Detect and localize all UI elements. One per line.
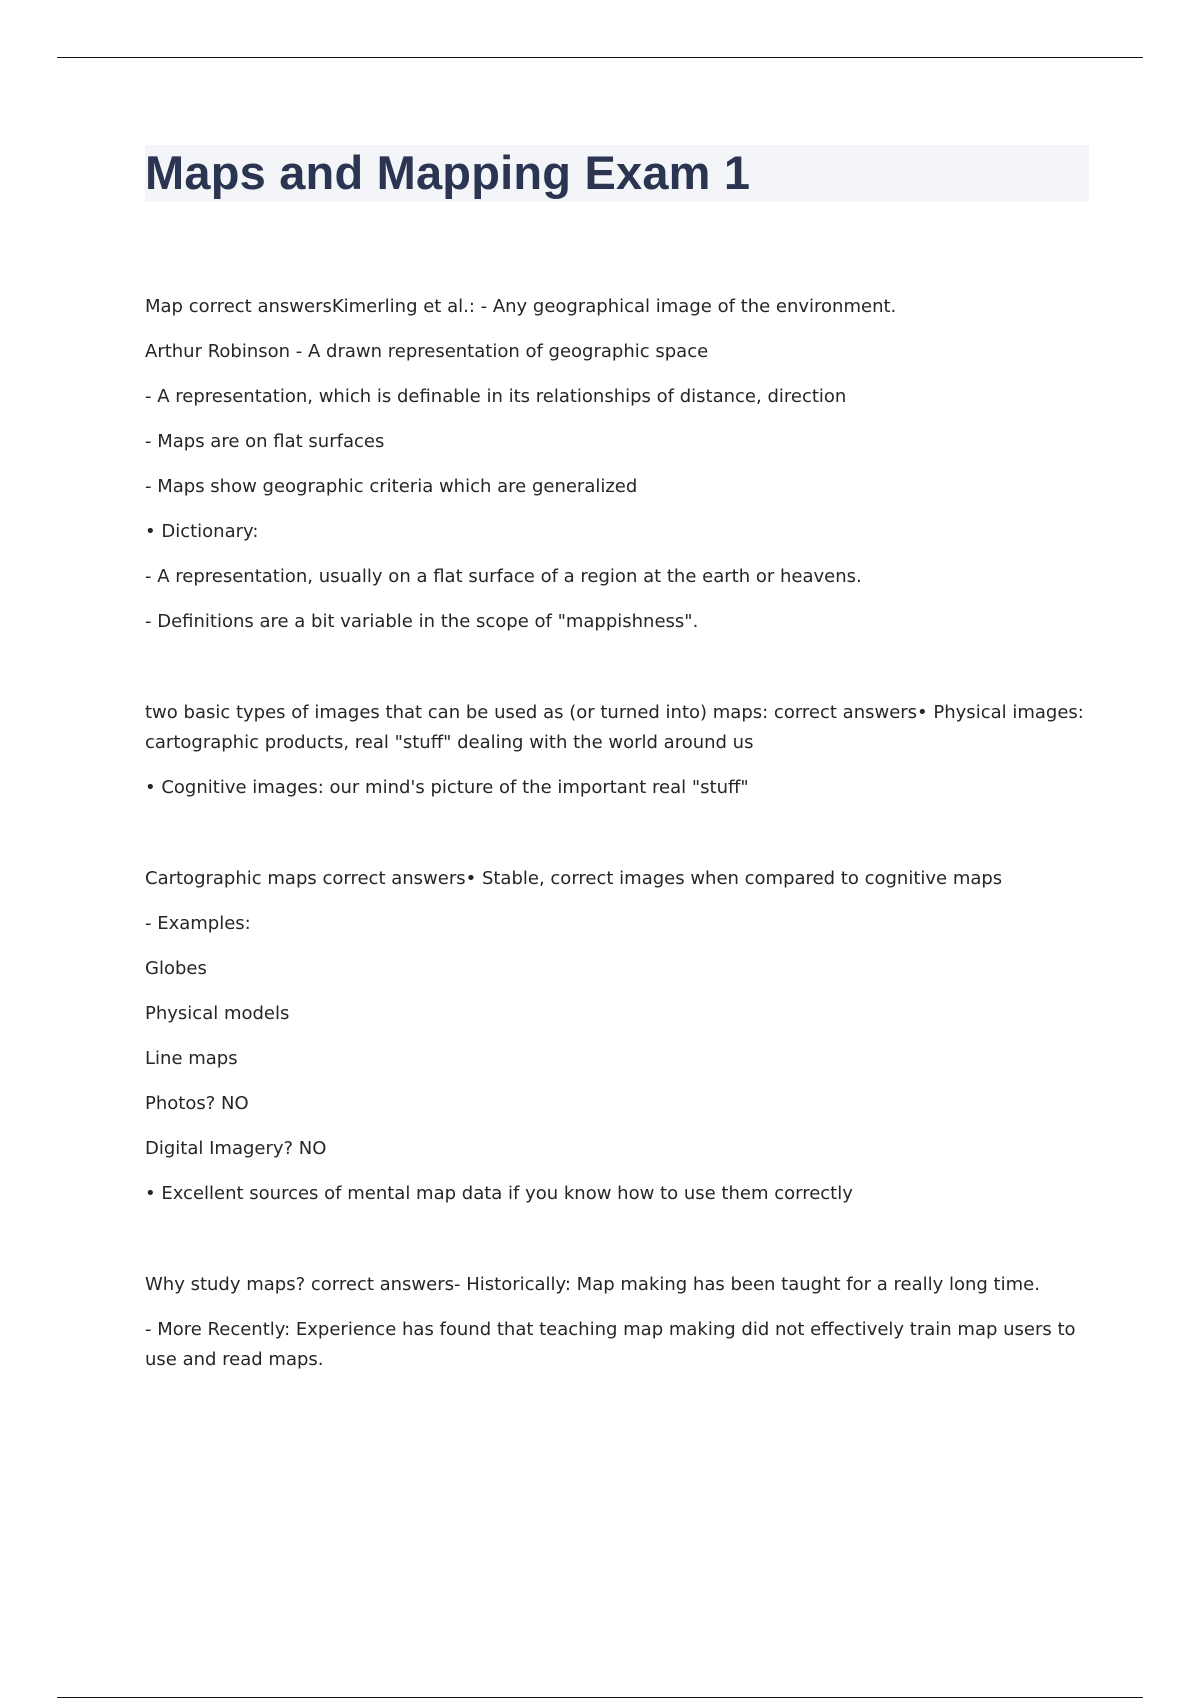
qa-block-cartographic-maps xyxy=(145,864,1090,1209)
text-line: two basic types of images that can be used as (or turned into) maps: correct answers• Physical images: cartographic products, real "stuff" dealing with the world around us xyxy=(145,702,1084,753)
text-line: Physical models xyxy=(145,1003,290,1024)
top-rule xyxy=(57,57,1143,58)
text-line: • Cognitive images: our mind's picture of the important real "stuff" xyxy=(145,777,749,798)
text-line: Line maps xyxy=(145,1048,238,1069)
text-line: Cartographic maps correct answers• Stable, correct images when compared to cognitive maps xyxy=(145,868,1003,889)
text-line: Map correct answersKimerling et al.: - Any geographical image of the environment. xyxy=(145,296,897,317)
text-line: - Maps show geographic criteria which are generalized xyxy=(145,476,638,497)
text-line: - Maps are on flat surfaces xyxy=(145,431,385,452)
text-line: • Dictionary: xyxy=(145,521,259,542)
text-line: • Excellent sources of mental map data if you know how to use them correctly xyxy=(145,1183,853,1204)
qa-block-image-types xyxy=(145,698,1090,803)
text-line: - A representation, usually on a flat surface of a region at the earth or heavens. xyxy=(145,566,862,587)
text-line: Why study maps? correct answers- Historically: Map making has been taught for a really long time. xyxy=(145,1274,1040,1295)
text-line: - Definitions are a bit variable in the scope of "mappishness". xyxy=(145,611,699,632)
qa-block-why-study-maps xyxy=(145,1270,1090,1375)
text-line: - A representation, which is definable in its relationships of distance, direction xyxy=(145,386,847,407)
qa-block-map-definition xyxy=(145,292,1090,637)
text-line: Globes xyxy=(145,958,207,979)
bottom-rule xyxy=(57,1697,1143,1698)
text-line: Arthur Robinson - A drawn representation of geographic space xyxy=(145,341,709,362)
document-body xyxy=(145,292,1090,1436)
text-line: - More Recently: Experience has found that teaching map making did not effectively train map users to use and read maps. xyxy=(145,1319,1076,1370)
text-line: Photos? NO xyxy=(145,1093,249,1114)
text-line: - Examples: xyxy=(145,913,251,934)
page-title: Maps and Mapping Exam 1 xyxy=(145,146,751,199)
text-line: Digital Imagery? NO xyxy=(145,1138,327,1159)
